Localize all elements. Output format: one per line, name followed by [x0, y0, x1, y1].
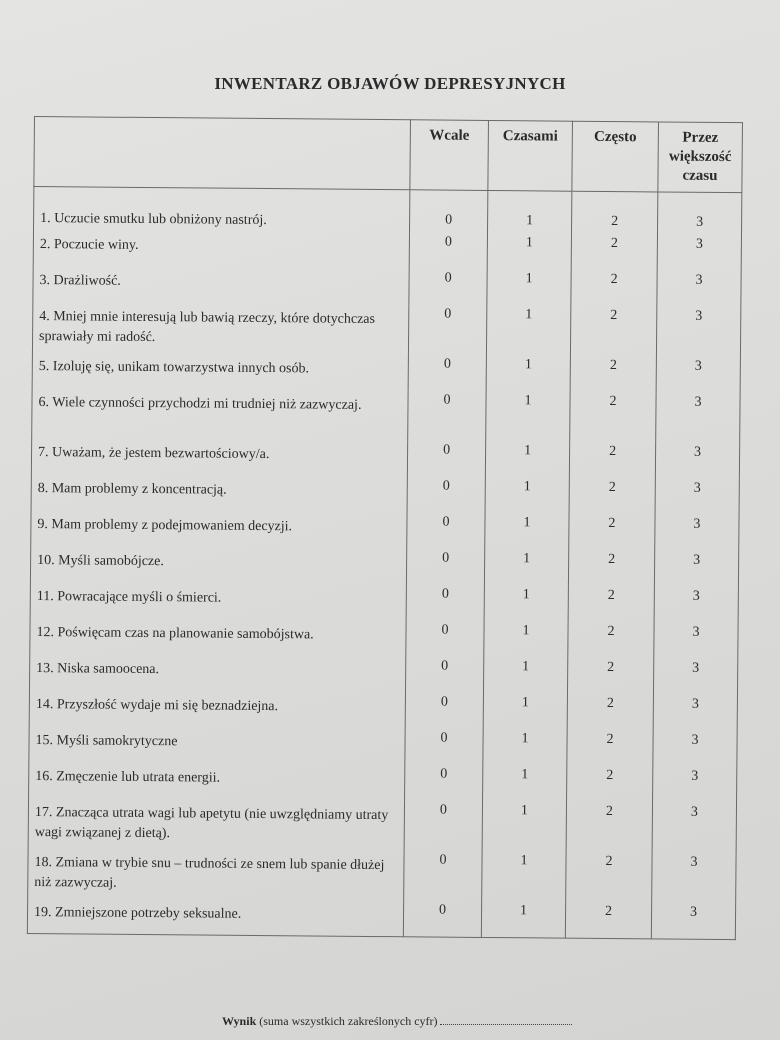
score-czasami[interactable]: 1: [487, 190, 571, 233]
score-przez-wiekszosc-czasu[interactable]: 3: [657, 192, 741, 235]
item-text: 8. Mam problemy z koncentracją.: [31, 473, 407, 512]
header-czasami: Czasami: [488, 120, 573, 191]
score-czesto[interactable]: 2: [568, 550, 654, 587]
score-czasami[interactable]: 1: [482, 851, 566, 902]
score-czesto[interactable]: 2: [568, 622, 654, 659]
item-text: 7. Uważam, że jestem bezwartościowy/a.: [31, 437, 407, 476]
score-przez-wiekszosc-czasu[interactable]: 3: [654, 550, 738, 587]
score-czasami[interactable]: 1: [483, 693, 567, 730]
score-wcale[interactable]: 0: [405, 764, 483, 801]
table-row: [27, 897, 735, 939]
table-row: [30, 581, 738, 623]
score-wcale[interactable]: 0: [405, 728, 483, 765]
score-przez-wiekszosc-czasu[interactable]: 3: [653, 658, 737, 695]
item-text: 10. Myśli samobójcze.: [30, 545, 406, 584]
score-wcale[interactable]: 0: [408, 354, 486, 391]
table-row: [29, 725, 737, 767]
score-przez-wiekszosc-czasu[interactable]: 3: [652, 852, 736, 903]
table-row: [34, 187, 742, 236]
item-text: 19. Zmniejszone potrzeby seksualne.: [27, 897, 403, 936]
score-czasami[interactable]: 1: [487, 233, 571, 270]
score-przez-wiekszosc-czasu[interactable]: 3: [656, 392, 740, 443]
table-row: [31, 437, 739, 479]
table-row: [31, 473, 739, 515]
score-czasami[interactable]: 1: [482, 801, 566, 852]
score-czesto[interactable]: 2: [568, 586, 654, 623]
table-row: [32, 301, 740, 357]
item-text: 11. Powracające myśli o śmierci.: [30, 581, 406, 620]
score-czesto[interactable]: 2: [570, 392, 656, 443]
score-czasami[interactable]: 1: [487, 269, 571, 306]
score-wcale[interactable]: 0: [407, 476, 485, 513]
score-przez-wiekszosc-czasu[interactable]: 3: [652, 802, 736, 853]
item-text: 9. Mam problemy z podejmowaniem decyzji.: [31, 509, 407, 548]
table-row: [33, 229, 741, 271]
score-czasami[interactable]: 1: [486, 391, 570, 442]
score-wcale[interactable]: 0: [404, 800, 482, 851]
score-note: (suma wszystkich zakreślonych cyfr): [256, 1014, 438, 1028]
score-przez-wiekszosc-czasu[interactable]: 3: [657, 270, 741, 307]
score-czasami[interactable]: 1: [481, 901, 565, 938]
score-czesto[interactable]: 2: [567, 730, 653, 767]
score-wcale[interactable]: 0: [409, 232, 487, 269]
table-row: [33, 265, 741, 307]
score-czesto[interactable]: 2: [571, 191, 657, 234]
item-text: 5. Izoluję się, unikam towarzystwa innych osób.: [32, 351, 408, 390]
score-przez-wiekszosc-czasu[interactable]: 3: [657, 234, 741, 271]
score-wcale[interactable]: 0: [403, 900, 481, 937]
score-wcale[interactable]: 0: [405, 656, 483, 693]
item-text: 17. Znacząca utrata wagi lub apetytu (nie uwzględniamy utraty wagi związanej z dietą).: [28, 797, 404, 850]
header-czesto: Często: [572, 121, 659, 192]
score-przez-wiekszosc-czasu[interactable]: 3: [654, 586, 738, 623]
table-row: [28, 847, 736, 903]
table-row: [28, 797, 736, 853]
score-wcale[interactable]: 0: [406, 584, 484, 621]
header-wcale: Wcale: [410, 120, 489, 191]
score-przez-wiekszosc-czasu[interactable]: 3: [655, 442, 739, 479]
score-przez-wiekszosc-czasu[interactable]: 3: [653, 694, 737, 731]
table-row: [29, 761, 737, 803]
score-wcale[interactable]: 0: [407, 440, 485, 477]
score-wcale[interactable]: 0: [408, 304, 486, 355]
table-row: [30, 617, 738, 659]
item-text: 6. Wiele czynności przychodzi mi trudniej niż zazwyczaj.: [32, 387, 408, 440]
score-wcale[interactable]: 0: [408, 390, 486, 441]
score-czasami[interactable]: 1: [485, 513, 569, 550]
score-czasami[interactable]: 1: [485, 441, 569, 478]
score-czesto[interactable]: 2: [570, 356, 656, 393]
table-row: [32, 387, 740, 443]
score-czesto[interactable]: 2: [569, 442, 655, 479]
score-przez-wiekszosc-czasu[interactable]: 3: [656, 356, 740, 393]
table-row: [29, 653, 737, 695]
score-czasami[interactable]: 1: [484, 585, 568, 622]
score-czesto[interactable]: 2: [565, 902, 651, 939]
score-czesto[interactable]: 2: [566, 852, 652, 903]
score-czesto[interactable]: 2: [569, 514, 655, 551]
score-wcale[interactable]: 0: [406, 548, 484, 585]
table-row: [32, 351, 740, 393]
score-przez-wiekszosc-czasu[interactable]: 3: [655, 514, 739, 551]
score-wcale[interactable]: 0: [406, 620, 484, 657]
score-wcale[interactable]: 0: [407, 512, 485, 549]
item-text: 13. Niska samoocena.: [29, 653, 405, 692]
item-text: 1. Uczucie smutku lub obniżony nastrój.: [34, 187, 410, 233]
score-czesto[interactable]: 2: [571, 234, 657, 271]
score-czesto[interactable]: 2: [566, 802, 652, 853]
item-text: 15. Myśli samokrytyczne: [29, 725, 405, 764]
score-czasami[interactable]: 1: [483, 729, 567, 766]
table-row: [31, 509, 739, 551]
item-text: 12. Poświęcam czas na planowanie samobójstwa.: [30, 617, 406, 656]
header-przez-wiekszosc-czasu: Przez większość czasu: [658, 122, 743, 193]
header-row: [34, 117, 743, 193]
score-czesto[interactable]: 2: [570, 306, 656, 357]
header-blank: [34, 117, 411, 190]
score-wcale[interactable]: 0: [409, 268, 487, 305]
table-row: [30, 545, 738, 587]
table-row: [29, 689, 737, 731]
score-czasami[interactable]: 1: [486, 305, 570, 356]
score-czasami[interactable]: 1: [486, 355, 570, 392]
inventory-rows: [27, 187, 741, 940]
score-przez-wiekszosc-czasu[interactable]: 3: [654, 622, 738, 659]
score-czasami[interactable]: 1: [485, 477, 569, 514]
score-czesto[interactable]: 2: [567, 766, 653, 803]
score-przez-wiekszosc-czasu[interactable]: 3: [655, 478, 739, 515]
score-przez-wiekszosc-czasu[interactable]: 3: [653, 730, 737, 767]
score-czesto[interactable]: 2: [571, 270, 657, 307]
item-text: 14. Przyszłość wydaje mi się beznadziejna.: [29, 689, 405, 728]
score-czasami[interactable]: 1: [484, 621, 568, 658]
item-text: 18. Zmiana w trybie snu – trudności ze snem lub spanie dłużej niż zazwyczaj.: [28, 847, 404, 900]
item-text: 4. Mniej mnie interesują lub bawią rzeczy, które dotychczas sprawiały mi radość.: [32, 301, 408, 354]
score-czasami[interactable]: 1: [484, 549, 568, 586]
item-text: 2. Poczucie winy.: [33, 229, 409, 268]
score-blank[interactable]: [440, 1014, 572, 1025]
inventory-table: [27, 116, 743, 940]
document-title: INWENTARZ OBJAWÓW DEPRESYJNYCH: [214, 74, 566, 93]
score-przez-wiekszosc-czasu[interactable]: 3: [651, 902, 735, 939]
score-wcale[interactable]: 0: [409, 190, 487, 233]
score-czesto[interactable]: 2: [567, 658, 653, 695]
score-line: [222, 1014, 572, 1029]
score-czesto[interactable]: 2: [569, 478, 655, 515]
score-wcale[interactable]: 0: [405, 692, 483, 729]
score-czasami[interactable]: 1: [483, 765, 567, 802]
item-text: 16. Zmęczenie lub utrata energii.: [29, 761, 405, 800]
score-wcale[interactable]: 0: [404, 850, 482, 901]
score-czesto[interactable]: 2: [567, 694, 653, 731]
score-czasami[interactable]: 1: [483, 657, 567, 694]
item-text: 3. Drażliwość.: [33, 265, 409, 304]
score-label: Wynik: [222, 1014, 257, 1028]
score-przez-wiekszosc-czasu[interactable]: 3: [653, 766, 737, 803]
score-przez-wiekszosc-czasu[interactable]: 3: [656, 306, 740, 357]
